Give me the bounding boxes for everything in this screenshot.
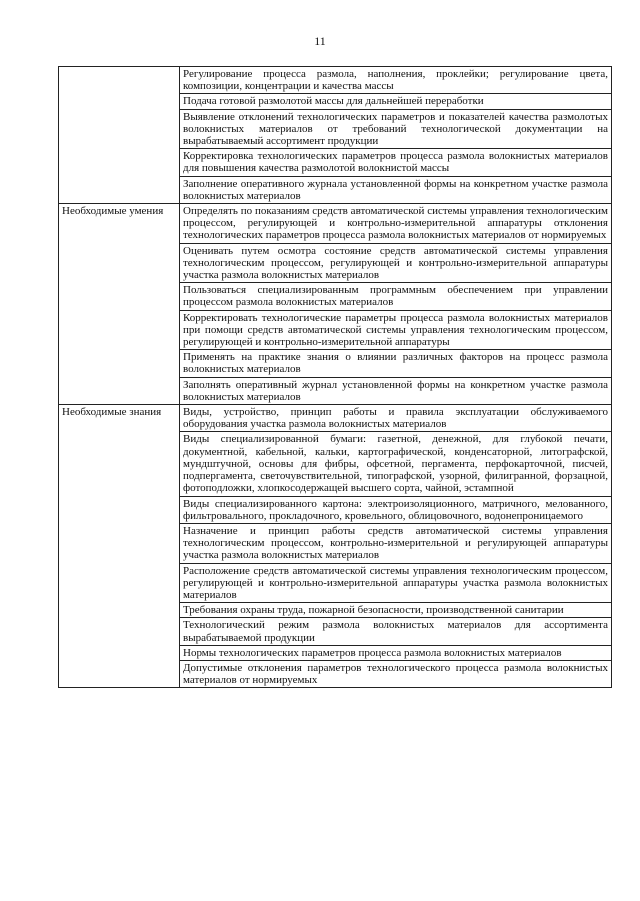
requirement-text: Виды специализированного картона: электроизоляционного, матричного, мелованного, фильтровального, прокладочного, кровельного, облицовочного, водонепроницаемого	[180, 496, 612, 523]
requirement-text: Требования охраны труда, пожарной безопасности, производственной санитарии	[180, 603, 612, 618]
requirement-text: Выявление отклонений технологических параметров и показателей качества размолотых волокнистых материалов от требований технологической документации на вырабатываемый ассортимент продукции	[180, 109, 612, 149]
requirement-text: Пользоваться специализированным программным обеспечением при управлении процессом размола волокнистых материалов	[180, 283, 612, 310]
table-row	[59, 405, 612, 432]
requirement-text: Допустимые отклонения параметров технологического процесса размола волокнистых материалов от нормируемых	[180, 660, 612, 687]
requirement-text: Заполнение оперативного журнала установленной формы на конкретном участке размола волокнистых материалов	[180, 176, 612, 203]
section-label: Необходимые умения	[59, 204, 180, 405]
table-body	[59, 67, 612, 688]
requirement-text: Подача готовой размолотой массы для дальнейшей переработки	[180, 94, 612, 109]
table-row	[59, 67, 612, 94]
table-row	[59, 204, 612, 244]
requirements-table	[58, 66, 612, 688]
requirement-text: Корректировать технологические параметры процесса размола волокнистых материалов при помощи средств автоматической системы управления технологическим процессом, регулирующей и контрольно-измерительной аппаратуры	[180, 310, 612, 350]
requirement-text: Оценивать путем осмотра состояние средств автоматической системы управления технологическим процессом, регулирующей и контрольно-измерительной аппаратуры участка размола волокнистых материалов	[180, 243, 612, 283]
requirement-text: Виды, устройство, принцип работы и правила эксплуатации обслуживаемого оборудования участка размола волокнистых материалов	[180, 405, 612, 432]
requirement-text: Расположение средств автоматической системы управления технологическим процессом, регулирующей и контрольно-измерительной аппаратуры участка размола волокнистых материалов	[180, 563, 612, 603]
requirement-text: Определять по показаниям средств автоматической системы управления технологическим процессом, регулирующей и контрольно-измерительной аппаратуры отклонения технологических параметров процесса размола волокнистых материалов от нормируемых	[180, 204, 612, 244]
requirement-text: Виды специализированной бумаги: газетной, денежной, для глубокой печати, документной, кабельной, кальки, картографической, конденсаторной, литографской, мундштучной, основы для фибры, офсетной, пергамента, перфокарточной, писчей, подпергамента, светочувствительной, типографской, узорной, филигранной, форзацной, фотоподложки, хлопкосодержащей высшего сорта, чайной, эстампной	[180, 432, 612, 496]
section-label: Необходимые знания	[59, 405, 180, 688]
requirement-text: Регулирование процесса размола, наполнения, проклейки; регулирование цвета, композиции, концентрации и качества массы	[180, 67, 612, 94]
requirement-text: Заполнять оперативный журнал установленной формы на конкретном участке размола волокнистых материалов	[180, 377, 612, 404]
requirement-text: Корректировка технологических параметров процесса размола волокнистых материалов для повышения качества размолотой волокнистой массы	[180, 149, 612, 176]
requirement-text: Назначение и принцип работы средств автоматической системы управления технологическим процессом, контрольно-измерительной и регулирующей аппаратуры участка размола волокнистых материалов	[180, 523, 612, 563]
requirement-text: Технологический режим размола волокнистых материалов для ассортимента вырабатываемой продукции	[180, 618, 612, 645]
section-label	[59, 67, 180, 204]
requirement-text: Применять на практике знания о влиянии различных факторов на процесс размола волокнистых материалов	[180, 350, 612, 377]
page-number: 11	[314, 34, 326, 48]
requirement-text: Нормы технологических параметров процесса размола волокнистых материалов	[180, 645, 612, 660]
